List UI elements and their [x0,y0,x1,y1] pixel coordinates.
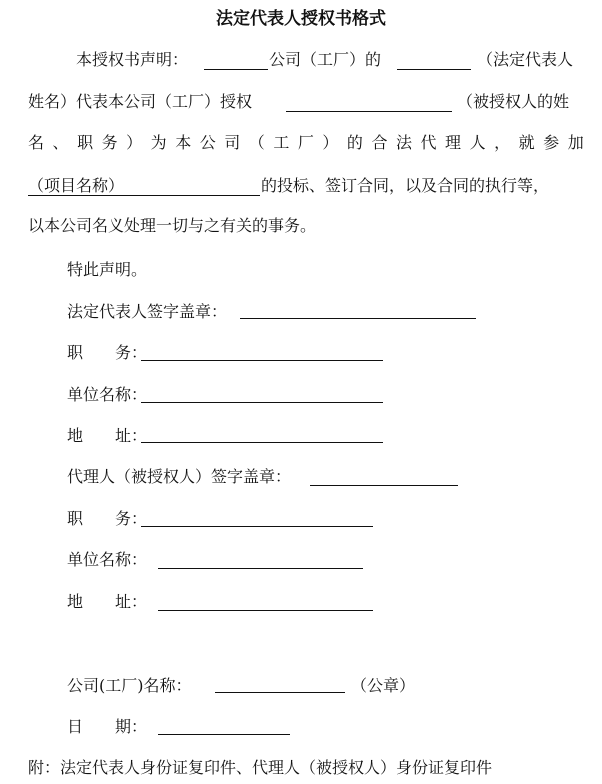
declaration-char: ） [322,133,339,152]
declaration-char: 司 [224,133,241,152]
agent-unit-label: 单位名称： [67,550,148,569]
agent-address-label: 地 址： [67,592,148,611]
company-name-label: 公司(工厂)名称： [67,676,192,695]
project-name-label: （项目名称） [28,176,125,195]
agent-position-blank [141,526,373,527]
company-name-field-blank [215,692,345,693]
legal-rep-address-blank [141,442,383,443]
declaration-char: 法 [395,133,412,152]
declaration-bidding-text: 的投标、签订合同，以及合同的执行等， [261,176,550,195]
agent-address-blank [158,610,373,611]
declaration-closing-text: 以本公司名义处理一切与之有关的事务。 [28,216,317,235]
declaration-char: 就 [518,133,535,152]
agent-sign-blank [310,485,458,486]
declaration-char: 人 [469,133,486,152]
declaration-authorized-name-text: （被授权人的姓 [457,92,570,111]
project-name-blank [28,195,260,196]
agent-position-label: 职 务： [67,509,148,528]
legal-rep-position-blank [141,360,383,361]
declaration-char: 合 [371,133,388,152]
legal-rep-name-blank [397,69,471,70]
declaration-char: 代 [420,133,437,152]
declaration-authorize-text: 姓名）代表本公司（工厂）授权 [28,92,253,111]
declaration-char: 、 [52,133,69,152]
agent-sign-label: 代理人（被授权人）签字盖章： [67,467,292,486]
declaration-char: 厂 [297,133,314,152]
legal-rep-address-label: 地 址： [67,426,148,445]
declaration-char: 名 [28,133,45,152]
document-title: 法定代表人授权书格式 [216,9,386,29]
date-blank [158,734,290,735]
company-name-blank [204,69,268,70]
legal-rep-unit-label: 单位名称： [67,385,148,404]
date-label: 日 期： [67,717,148,736]
legal-rep-position-label: 职 务： [67,343,148,362]
attachment-note: 附：法定代表人身份证复印件、代理人（被授权人）身份证复印件 [28,758,493,777]
declaration-company-text: 公司（工厂）的 [269,50,382,69]
legal-rep-unit-blank [141,402,383,403]
declaration-char: 理 [445,133,462,152]
agent-unit-blank [158,568,363,569]
authorized-person-blank [286,111,452,112]
declaration-char: ， [494,133,511,152]
declaration-intro: 本授权书声明： [76,50,189,69]
declaration-char: 为 [150,133,167,152]
declaration-char: 的 [346,133,363,152]
declaration-legal-rep-text: （法定代表人 [477,50,574,69]
declaration-char: ） [126,133,143,152]
declaration-char: 本 [175,133,192,152]
statement-text: 特此声明。 [67,260,148,279]
legal-rep-sign-blank [240,318,476,319]
declaration-char: 加 [567,133,584,152]
declaration-char: 参 [543,133,560,152]
declaration-char: 公 [199,133,216,152]
legal-rep-sign-label: 法定代表人签字盖章： [67,302,228,321]
declaration-justified-line [28,133,584,153]
declaration-char: （ [248,133,265,152]
declaration-char: 职 [77,133,94,152]
declaration-char: 工 [273,133,290,152]
company-seal-label: （公章） [351,676,416,695]
declaration-char: 务 [101,133,118,152]
